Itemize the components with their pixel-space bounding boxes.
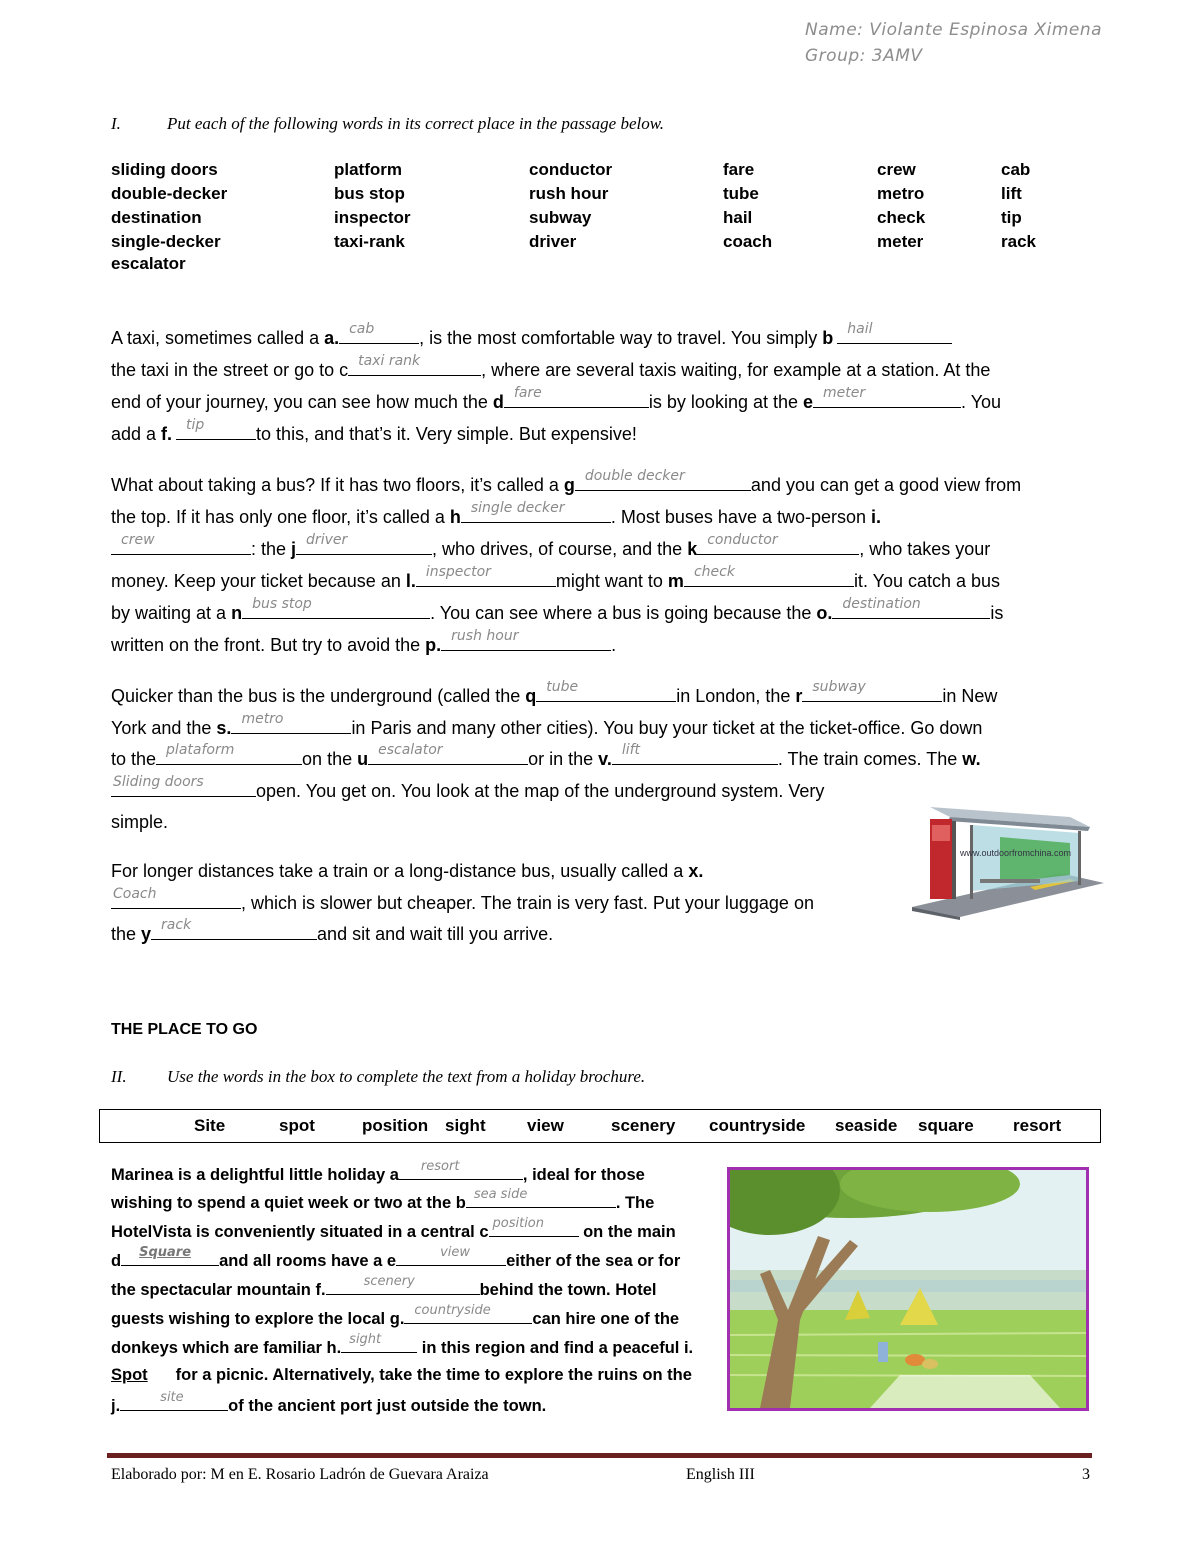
word: double-decker bbox=[111, 184, 228, 203]
word: sliding doors bbox=[111, 160, 218, 179]
footer-rule bbox=[107, 1453, 1092, 1458]
word: driver bbox=[529, 232, 577, 251]
word: fare bbox=[723, 160, 755, 179]
section1-number: I. bbox=[111, 114, 121, 133]
answer2-blank-a[interactable]: resort bbox=[399, 1159, 523, 1180]
answer2-blank-j[interactable]: site bbox=[120, 1390, 228, 1411]
word: rush hour bbox=[529, 184, 609, 203]
student-name: Name: Violante Espinosa Ximena bbox=[805, 20, 1103, 40]
word: cab bbox=[1001, 160, 1031, 179]
word: inspector bbox=[334, 208, 411, 227]
answer-blank-p[interactable]: rush hour bbox=[441, 628, 611, 651]
box-word: seaside bbox=[835, 1116, 898, 1135]
answer-blank-q[interactable]: tube bbox=[536, 679, 676, 702]
answer-blank-i[interactable]: crew bbox=[111, 532, 251, 555]
section2-number: II. bbox=[111, 1067, 127, 1086]
word: rack bbox=[1001, 232, 1036, 251]
box-word: Site bbox=[194, 1116, 226, 1135]
word: conductor bbox=[529, 160, 613, 179]
box-word: spot bbox=[279, 1116, 315, 1135]
answer2-blank-f[interactable]: scenery bbox=[326, 1274, 480, 1295]
word: tube bbox=[723, 184, 759, 203]
word: lift bbox=[1001, 184, 1022, 203]
answer-blank-d[interactable]: fare bbox=[504, 385, 649, 408]
answer-blank-t[interactable]: plataform bbox=[156, 742, 302, 765]
answer-blank-w[interactable]: Sliding doors bbox=[111, 774, 256, 797]
answer2-i[interactable]: Spot bbox=[111, 1366, 148, 1384]
student-group: Group: 3AMV bbox=[805, 46, 923, 66]
answer-blank-r[interactable]: subway bbox=[802, 679, 942, 702]
answer2-blank-g[interactable]: countryside bbox=[404, 1303, 532, 1324]
answer2-blank-d[interactable]: Square bbox=[121, 1245, 219, 1266]
box-word: resort bbox=[1013, 1116, 1062, 1135]
answer-blank-c[interactable]: taxi rank bbox=[348, 353, 481, 376]
word: tip bbox=[1001, 208, 1022, 227]
answer-blank-u[interactable]: escalator bbox=[368, 742, 528, 765]
answer-blank-o[interactable]: destination bbox=[832, 596, 990, 619]
word: subway bbox=[529, 208, 592, 227]
word: metro bbox=[877, 184, 925, 203]
page-number: 3 bbox=[1082, 1466, 1090, 1483]
word: check bbox=[877, 208, 926, 227]
answer-blank-n[interactable]: bus stop bbox=[242, 596, 430, 619]
word: crew bbox=[877, 160, 916, 179]
box-word: countryside bbox=[709, 1116, 806, 1135]
answer-blank-y[interactable]: rack bbox=[151, 917, 317, 940]
word: coach bbox=[723, 232, 773, 251]
word: platform bbox=[334, 160, 402, 179]
word: hail bbox=[723, 208, 753, 227]
box-word: position bbox=[362, 1116, 429, 1135]
word: destination bbox=[111, 208, 202, 227]
answer-blank-h[interactable]: single decker bbox=[461, 500, 611, 523]
box-word: view bbox=[527, 1116, 564, 1135]
answer-blank-k[interactable]: conductor bbox=[697, 532, 859, 555]
footer-author: Elaborado por: M en E. Rosario Ladrón de Guevara Araiza bbox=[111, 1466, 489, 1483]
answer-blank-b[interactable]: hail bbox=[837, 321, 952, 344]
word: single-decker bbox=[111, 232, 221, 251]
word-box bbox=[99, 1109, 1101, 1143]
box-word: sight bbox=[445, 1116, 486, 1135]
word: bus stop bbox=[334, 184, 405, 203]
word: meter bbox=[877, 232, 924, 251]
answer2-blank-e[interactable]: view bbox=[396, 1245, 506, 1266]
section1-instruction: Put each of the following words in its correct place in the passage below. bbox=[167, 114, 665, 133]
footer-course: English III bbox=[686, 1466, 755, 1483]
box-word: scenery bbox=[611, 1116, 676, 1135]
holiday-picture bbox=[727, 1167, 1089, 1411]
answer-blank-x[interactable]: Coach bbox=[111, 886, 241, 909]
answer-blank-l[interactable]: inspector bbox=[416, 564, 556, 587]
word: escalator bbox=[111, 254, 186, 273]
answer-blank-s[interactable]: metro bbox=[231, 711, 351, 734]
box-word: square bbox=[918, 1116, 974, 1135]
answer2-blank-c[interactable]: position bbox=[489, 1216, 579, 1237]
answer2-blank-b[interactable]: sea side bbox=[466, 1187, 616, 1208]
answer-blank-m[interactable]: check bbox=[684, 564, 854, 587]
answer2-blank-h[interactable]: sight bbox=[341, 1332, 417, 1353]
answer-blank-v[interactable]: lift bbox=[612, 742, 778, 765]
answer-blank-a[interactable]: cab bbox=[339, 321, 419, 344]
answer-blank-g[interactable]: double decker bbox=[575, 468, 751, 491]
tree-landscape-illustration bbox=[730, 1170, 1086, 1408]
section2-heading: THE PLACE TO GO bbox=[111, 1021, 258, 1038]
answer-blank-f[interactable]: tip bbox=[176, 417, 256, 440]
answer-blank-j[interactable]: driver bbox=[296, 532, 432, 555]
word: taxi-rank bbox=[334, 232, 405, 251]
image-watermark: www.outdoorfromchina.com bbox=[960, 848, 1072, 858]
bus-stop-image bbox=[910, 795, 1105, 920]
answer-blank-e[interactable]: meter bbox=[813, 385, 961, 408]
section2-instruction: Use the words in the box to complete the text from a holiday brochure. bbox=[167, 1067, 646, 1086]
